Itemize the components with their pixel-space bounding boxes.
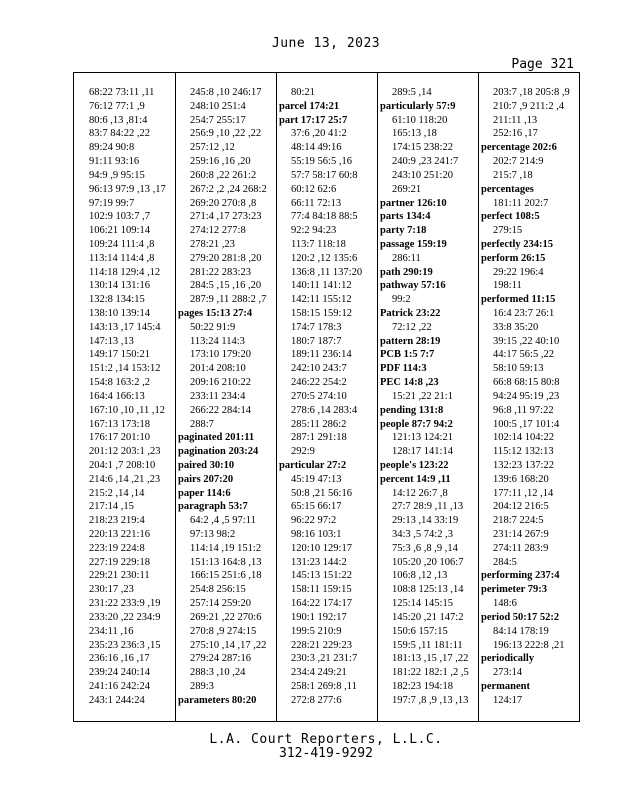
index-entry-refs: 204:1 ,7 208:10	[89, 459, 156, 471]
index-entry-refs: 121:13 124:21	[392, 432, 453, 444]
index-entry-refs: 120:2 ,12 135:6	[291, 252, 358, 264]
index-entry-refs: 167:13 173:18	[89, 418, 150, 430]
index-entry-refs: 77:4 84:18 88:5	[291, 211, 358, 223]
index-entry-refs: 176:17 201:10	[89, 432, 150, 444]
index-entry-refs: 256:9 ,10 ,22 ,22	[190, 128, 262, 140]
index-entry-refs: 174:7 178:3	[291, 321, 342, 333]
index-entry-refs: 92:2 94:23	[291, 225, 337, 237]
index-entry-term: PEC 14:8 ,23	[380, 377, 439, 389]
index-entry-term: perform 26:15	[481, 252, 546, 264]
index-column-5	[481, 86, 577, 708]
index-entry-term: perfectly 234:15	[481, 238, 554, 250]
index-entry-refs: 218:23 219:4	[89, 515, 145, 527]
index-entry-refs: 148:6	[493, 598, 517, 610]
index-entry-refs: 16:4 23:7 26:1	[493, 308, 555, 319]
index-entry-term: people's 123:22	[380, 459, 449, 471]
index-entry-refs: 242:10 243:7	[291, 363, 347, 375]
index-entry-term: perfect 108:5	[481, 211, 540, 223]
index-entry-refs: 278:6 ,14 283:4	[291, 404, 358, 416]
index-entry-refs: 243:10 251:20	[392, 169, 453, 181]
index-entry-refs: 218:7 224:5	[493, 515, 544, 527]
page-number: Page 321	[511, 57, 574, 72]
index-entry-refs: 202:7 214:9	[493, 156, 544, 168]
index-entry-refs: 29:22 196:4	[493, 266, 544, 278]
index-entry-refs: 115:12 132:13	[493, 446, 554, 458]
index-entry-refs: 180:7 187:7	[291, 335, 342, 347]
index-entry-refs: 96:22 97:2	[291, 515, 337, 527]
index-entry-refs: 257:14 259:20	[190, 598, 251, 610]
index-entry-refs: 138:10 139:14	[89, 308, 150, 319]
column-divider	[478, 72, 479, 722]
index-entry-refs: 165:13 ,18	[392, 128, 437, 140]
index-entry-refs: 113:14 114:4 ,8	[89, 252, 155, 264]
index-entry-term: particular 27:2	[279, 459, 347, 471]
index-entry-refs: 98:16 103:1	[291, 529, 342, 540]
index-entry-refs: 39:15 ,22 40:10	[493, 335, 560, 347]
index-entry-term: PDF 114:3	[380, 363, 427, 375]
index-entry-refs: 166:15 251:6 ,18	[190, 570, 262, 582]
index-entry-refs: 97:19 99:7	[89, 197, 135, 209]
index-entry-refs: 246:22 254:2	[291, 377, 347, 389]
index-entry-refs: 136:8 ,11 137:20	[291, 266, 363, 278]
index-entry-term: pattern 28:19	[380, 335, 441, 347]
index-entry-refs: 217:14 ,15	[89, 501, 134, 513]
index-entry-refs: 230:3 ,21 231:7	[291, 653, 358, 665]
index-entry-refs: 273:14	[493, 667, 523, 679]
index-entry-refs: 269:20 270:8 ,8	[190, 197, 257, 209]
index-entry-refs: 248:10 251:4	[190, 100, 246, 112]
index-entry-refs: 223:19 224:8	[89, 542, 145, 554]
index-entry-refs: 252:16 ,17	[493, 128, 538, 140]
column-divider	[377, 72, 378, 722]
index-entry-refs: 128:17 141:14	[392, 446, 453, 458]
index-entry-refs: 84:14 178:19	[493, 625, 549, 637]
index-entry-refs: 27:7 28:9 ,11 ,13	[392, 501, 464, 513]
index-entry-refs: 199:5 210:9	[291, 625, 342, 637]
index-entry-refs: 190:1 192:17	[291, 611, 347, 623]
index-entry-refs: 60:12 62:6	[291, 183, 337, 195]
index-entry-refs: 254:7 255:17	[190, 114, 246, 126]
index-entry-term: performing 237:4	[481, 570, 560, 582]
index-entry-refs: 130:14 131:16	[89, 280, 150, 292]
index-entry-refs: 145:13 151:22	[291, 570, 352, 582]
index-entry-refs: 234:11 ,16	[89, 625, 134, 637]
index-column-2	[178, 86, 274, 708]
index-entry-refs: 132:23 137:22	[493, 459, 554, 471]
index-entry-refs: 94:9 ,9 95:15	[89, 169, 145, 181]
index-entry-term: passage 159:19	[380, 238, 447, 250]
index-entry-refs: 181:22 182:1 ,2 ,5	[392, 667, 469, 679]
index-entry-refs: 174:15 238:22	[392, 142, 453, 154]
index-entry-refs: 100:5 ,17 101:4	[493, 418, 560, 430]
index-entry-refs: 209:16 210:22	[190, 377, 251, 389]
index-entry-refs: 243:1 244:24	[89, 694, 145, 706]
index-entry-refs: 233:11 234:4	[190, 390, 246, 402]
index-entry-refs: 279:15	[493, 225, 523, 237]
index-entry-refs: 113:24 114:3	[190, 335, 245, 347]
index-entry-refs: 14:12 26:7 ,8	[392, 487, 448, 499]
index-entry-refs: 55:19 56:5 ,16	[291, 156, 352, 168]
index-entry-refs: 15:21 ,22 21:1	[392, 390, 453, 402]
index-entry-refs: 102:14 104:22	[493, 432, 554, 444]
index-entry-refs: 140:11 141:12	[291, 280, 352, 292]
index-entry-refs: 201:12 203:1 ,23	[89, 446, 161, 458]
index-entry-refs: 97:13 98:2	[190, 529, 236, 540]
index-entry-term: path 290:19	[380, 266, 433, 278]
index-entry-refs: 125:14 145:15	[392, 598, 453, 610]
index-entry-refs: 66:11 72:13	[291, 197, 342, 209]
index-entry-refs: 164:22 174:17	[291, 598, 352, 610]
index-entry-refs: 120:10 129:17	[291, 542, 352, 554]
index-entry-refs: 254:8 256:15	[190, 584, 246, 596]
index-entry-term: permanent	[481, 680, 530, 692]
index-entry-term: pages 15:13 27:4	[178, 308, 253, 319]
index-entry-refs: 240:9 ,23 241:7	[392, 156, 459, 168]
index-entry-refs: 198:11	[493, 280, 522, 292]
index-entry-refs: 220:13 221:16	[89, 529, 150, 540]
index-entry-refs: 145:20 ,21 147:2	[392, 611, 464, 623]
index-entry-term: performed 11:15	[481, 294, 556, 306]
index-entry-refs: 96:8 ,11 97:22	[493, 404, 554, 416]
index-entry-refs: 109:24 111:4 ,8	[89, 238, 155, 250]
index-entry-refs: 132:8 134:15	[89, 294, 145, 306]
index-entry-refs: 108:8 125:13 ,14	[392, 584, 464, 596]
index-entry-term: paired 30:10	[178, 459, 235, 471]
index-entry-refs: 44:17 56:5 ,22	[493, 349, 554, 361]
index-entry-refs: 235:23 236:3 ,15	[89, 639, 161, 651]
index-entry-refs: 76:12 77:1 ,9	[89, 100, 145, 112]
index-entry-refs: 270:5 274:10	[291, 390, 347, 402]
index-entry-refs: 279:20 281:8 ,20	[190, 252, 262, 264]
index-entry-refs: 275:10 ,14 ,17 ,22	[190, 639, 267, 651]
index-entry-term: paper 114:6	[178, 487, 231, 499]
index-entry-refs: 279:24 287:16	[190, 653, 251, 665]
index-entry-term: paragraph 53:7	[178, 501, 248, 513]
index-entry-refs: 106:8 ,12 ,13	[392, 570, 448, 582]
index-entry-refs: 114:18 129:4 ,12	[89, 266, 161, 278]
index-entry-refs: 80:6 ,13 ,81:4	[89, 114, 148, 126]
column-divider	[276, 72, 277, 722]
footer-firm: L.A. Court Reporters, L.L.C.	[209, 732, 443, 747]
index-entry-refs: 181:11 202:7	[493, 197, 549, 209]
index-entry-refs: 231:14 267:9	[493, 529, 549, 540]
column-divider	[175, 72, 176, 722]
index-entry-term: parts 134:4	[380, 211, 431, 223]
index-entry-refs: 203:7 ,18 205:8 ,9	[493, 87, 570, 98]
index-entry-refs: 269:21	[392, 183, 422, 195]
index-entry-refs: 151:13 164:8 ,13	[190, 556, 262, 568]
index-entry-refs: 72:12 ,22	[392, 321, 432, 333]
index-entry-term: party 7:18	[380, 225, 427, 237]
index-entry-term: particularly 57:9	[380, 100, 456, 112]
index-entry-refs: 66:8 68:15 80:8	[493, 377, 560, 389]
index-entry-refs: 197:7 ,8 ,9 ,13 ,13	[392, 694, 469, 706]
index-entry-refs: 285:11 286:2	[291, 418, 347, 430]
index-entry-refs: 287:1 291:18	[291, 432, 347, 444]
index-entry-term: pathway 57:16	[380, 280, 446, 292]
index-entry-term: percentages	[481, 183, 534, 195]
index-entry-refs: 105:20 ,20 106:7	[392, 556, 464, 568]
index-column-4	[380, 86, 476, 708]
index-entry-refs: 34:3 ,5 74:2 ,3	[392, 529, 453, 540]
index-entry-refs: 68:22 73:11 ,11	[89, 87, 155, 98]
index-entry-refs: 149:17 150:21	[89, 349, 150, 361]
index-entry-term: percentage 202:6	[481, 142, 557, 154]
index-entry-refs: 45:19 47:13	[291, 473, 342, 485]
index-entry-refs: 173:10 179:20	[190, 349, 251, 361]
index-entry-refs: 234:4 249:21	[291, 667, 347, 679]
index-entry-refs: 269:21 ,22 270:6	[190, 611, 262, 623]
index-entry-refs: 50:8 ,21 56:16	[291, 487, 352, 499]
index-entry-refs: 159:5 ,11 181:11	[392, 639, 463, 651]
index-entry-refs: 229:21 230:11	[89, 570, 150, 582]
index-entry-refs: 286:11	[392, 252, 421, 264]
index-entry-refs: 230:17 ,23	[89, 584, 134, 596]
index-entry-refs: 258:1 269:8 ,11	[291, 680, 357, 692]
index-entry-term: percent 14:9 ,11	[380, 473, 451, 485]
index-entry-term: pending 131:8	[380, 404, 444, 416]
index-entry-term: partner 126:10	[380, 197, 447, 209]
index-entry-refs: 131:23 144:2	[291, 556, 347, 568]
index-entry-refs: 102:9 103:7 ,7	[89, 211, 150, 223]
index-entry-refs: 210:7 ,9 211:2 ,4	[493, 100, 565, 112]
index-entry-refs: 80:21	[291, 87, 315, 98]
index-entry-refs: 96:13 97:9 ,13 ,17	[89, 183, 166, 195]
index-entry-term: paginated 201:11	[178, 432, 255, 444]
index-entry-refs: 50:22 91:9	[190, 321, 236, 333]
index-entry-refs: 99:2	[392, 294, 411, 306]
index-entry-refs: 150:6 157:15	[392, 625, 448, 637]
index-entry-refs: 289:5 ,14	[392, 87, 432, 98]
index-entry-refs: 228:21 229:23	[291, 639, 352, 651]
index-entry-refs: 257:12 ,12	[190, 142, 235, 154]
index-entry-refs: 177:11 ,12 ,14	[493, 487, 554, 499]
index-entry-refs: 181:13 ,15 ,17 ,22	[392, 653, 469, 665]
index-entry-refs: 272:8 277:6	[291, 694, 342, 706]
index-entry-refs: 274:11 283:9	[493, 542, 549, 554]
index-entry-refs: 245:8 ,10 246:17	[190, 87, 262, 98]
index-entry-refs: 278:21 ,23	[190, 238, 235, 250]
index-entry-refs: 64:2 ,4 ,5 97:11	[190, 515, 256, 527]
index-entry-term: pairs 207:20	[178, 473, 234, 485]
index-entry-refs: 241:16 242:24	[89, 680, 150, 692]
index-entry-refs: 37:6 ,20 41:2	[291, 128, 347, 140]
index-entry-refs: 270:8 ,9 274:15	[190, 625, 257, 637]
index-entry-refs: 89:24 90:8	[89, 142, 135, 154]
index-entry-refs: 292:9	[291, 446, 315, 458]
index-entry-refs: 233:20 ,22 234:9	[89, 611, 161, 623]
index-entry-refs: 288:3 ,10 ,24	[190, 667, 246, 679]
index-entry-refs: 154:8 163:2 ,2	[89, 377, 150, 389]
index-entry-refs: 33:8 35:20	[493, 321, 539, 333]
index-entry-term: pagination 203:24	[178, 446, 259, 458]
index-entry-refs: 158:11 159:15	[291, 584, 352, 596]
index-entry-refs: 227:19 229:18	[89, 556, 150, 568]
index-entry-term: people 87:7 94:2	[380, 418, 453, 430]
index-entry-refs: 259:16 ,16 ,20	[190, 156, 251, 168]
footer-phone: 312-419-9292	[279, 746, 373, 761]
index-entry-refs: 281:22 283:23	[190, 266, 251, 278]
index-entry-refs: 61:10 118:20	[392, 114, 448, 126]
transcript-date: June 13, 2023	[271, 36, 381, 51]
index-entry-refs: 289:3	[190, 680, 214, 692]
index-entry-refs: 260:8 ,22 261:2	[190, 169, 257, 181]
index-entry-refs: 284:5 ,15 ,16 ,20	[190, 280, 262, 292]
index-entry-refs: 201:4 208:10	[190, 363, 246, 375]
index-entry-refs: 147:13 ,13	[89, 335, 134, 347]
index-column-1	[77, 86, 173, 708]
index-entry-refs: 215:7 ,18	[493, 169, 533, 181]
index-entry-refs: 239:24 240:14	[89, 667, 150, 679]
index-entry-refs: 57:7 58:17 60:8	[291, 169, 358, 181]
index-entry-refs: 204:12 216:5	[493, 501, 549, 513]
index-entry-term: perimeter 79:3	[481, 584, 547, 596]
index-entry-refs: 211:11 ,13	[493, 114, 538, 126]
index-entry-refs: 196:13 222:8 ,21	[493, 639, 565, 651]
index-entry-term: periodically	[481, 653, 535, 665]
index-entry-term: Patrick 23:22	[380, 308, 441, 319]
index-entry-refs: 287:9 ,11 288:2 ,7	[190, 294, 267, 306]
index-entry-refs: 113:7 118:18	[291, 238, 346, 250]
index-entry-refs: 83:7 84:22 ,22	[89, 128, 150, 140]
index-entry-term: period 50:17 52:2	[481, 611, 560, 623]
index-entry-refs: 288:7	[190, 418, 214, 430]
index-entry-refs: 106:21 109:14	[89, 225, 150, 237]
index-entry-refs: 29:13 ,14 33:19	[392, 515, 459, 527]
index-entry-refs: 139:6 168:20	[493, 473, 549, 485]
index-entry-term: parameters 80:20	[178, 694, 257, 706]
index-entry-refs: 158:15 159:12	[291, 308, 352, 319]
index-entry-refs: 271:4 ,17 273:23	[190, 211, 262, 223]
index-entry-refs: 75:3 ,6 ,8 ,9 ,14	[392, 542, 458, 554]
index-entry-refs: 114:14 ,19 151:2	[190, 542, 262, 554]
index-entry-refs: 236:16 ,16 ,17	[89, 653, 150, 665]
index-entry-refs: 189:11 236:14	[291, 349, 352, 361]
index-entry-refs: 167:10 ,10 ,11 ,12	[89, 404, 166, 416]
index-entry-refs: 214:6 ,14 ,21 ,23	[89, 473, 161, 485]
index-entry-refs: 284:5	[493, 556, 517, 568]
index-entry-refs: 164:4 166:13	[89, 390, 145, 402]
index-entry-refs: 267:2 ,2 ,24 268:2	[190, 183, 267, 195]
index-entry-refs: 65:15 66:17	[291, 501, 342, 513]
index-entry-refs: 91:11 93:16	[89, 156, 140, 168]
index-entry-refs: 94:24 95:19 ,23	[493, 390, 560, 402]
index-entry-term: parcel 174:21	[279, 100, 340, 112]
index-entry-term: PCB 1:5 7:7	[380, 349, 435, 361]
index-entry-refs: 142:11 155:12	[291, 294, 352, 306]
index-entry-refs: 143:13 ,17 145:4	[89, 321, 161, 333]
index-entry-refs: 182:23 194:18	[392, 680, 453, 692]
index-entry-refs: 48:14 49:16	[291, 142, 342, 154]
index-entry-term: part 17:17 25:7	[279, 114, 348, 126]
index-entry-refs: 274:12 277:8	[190, 225, 246, 237]
index-entry-refs: 215:2 ,14 ,14	[89, 487, 145, 499]
index-entry-refs: 231:22 233:9 ,19	[89, 598, 161, 610]
index-entry-refs: 151:2 ,14 153:12	[89, 363, 161, 375]
index-entry-refs: 58:10 59:13	[493, 363, 544, 375]
index-entry-refs: 266:22 284:14	[190, 404, 251, 416]
index-column-3	[279, 86, 375, 708]
index-entry-refs: 124:17	[493, 694, 523, 706]
